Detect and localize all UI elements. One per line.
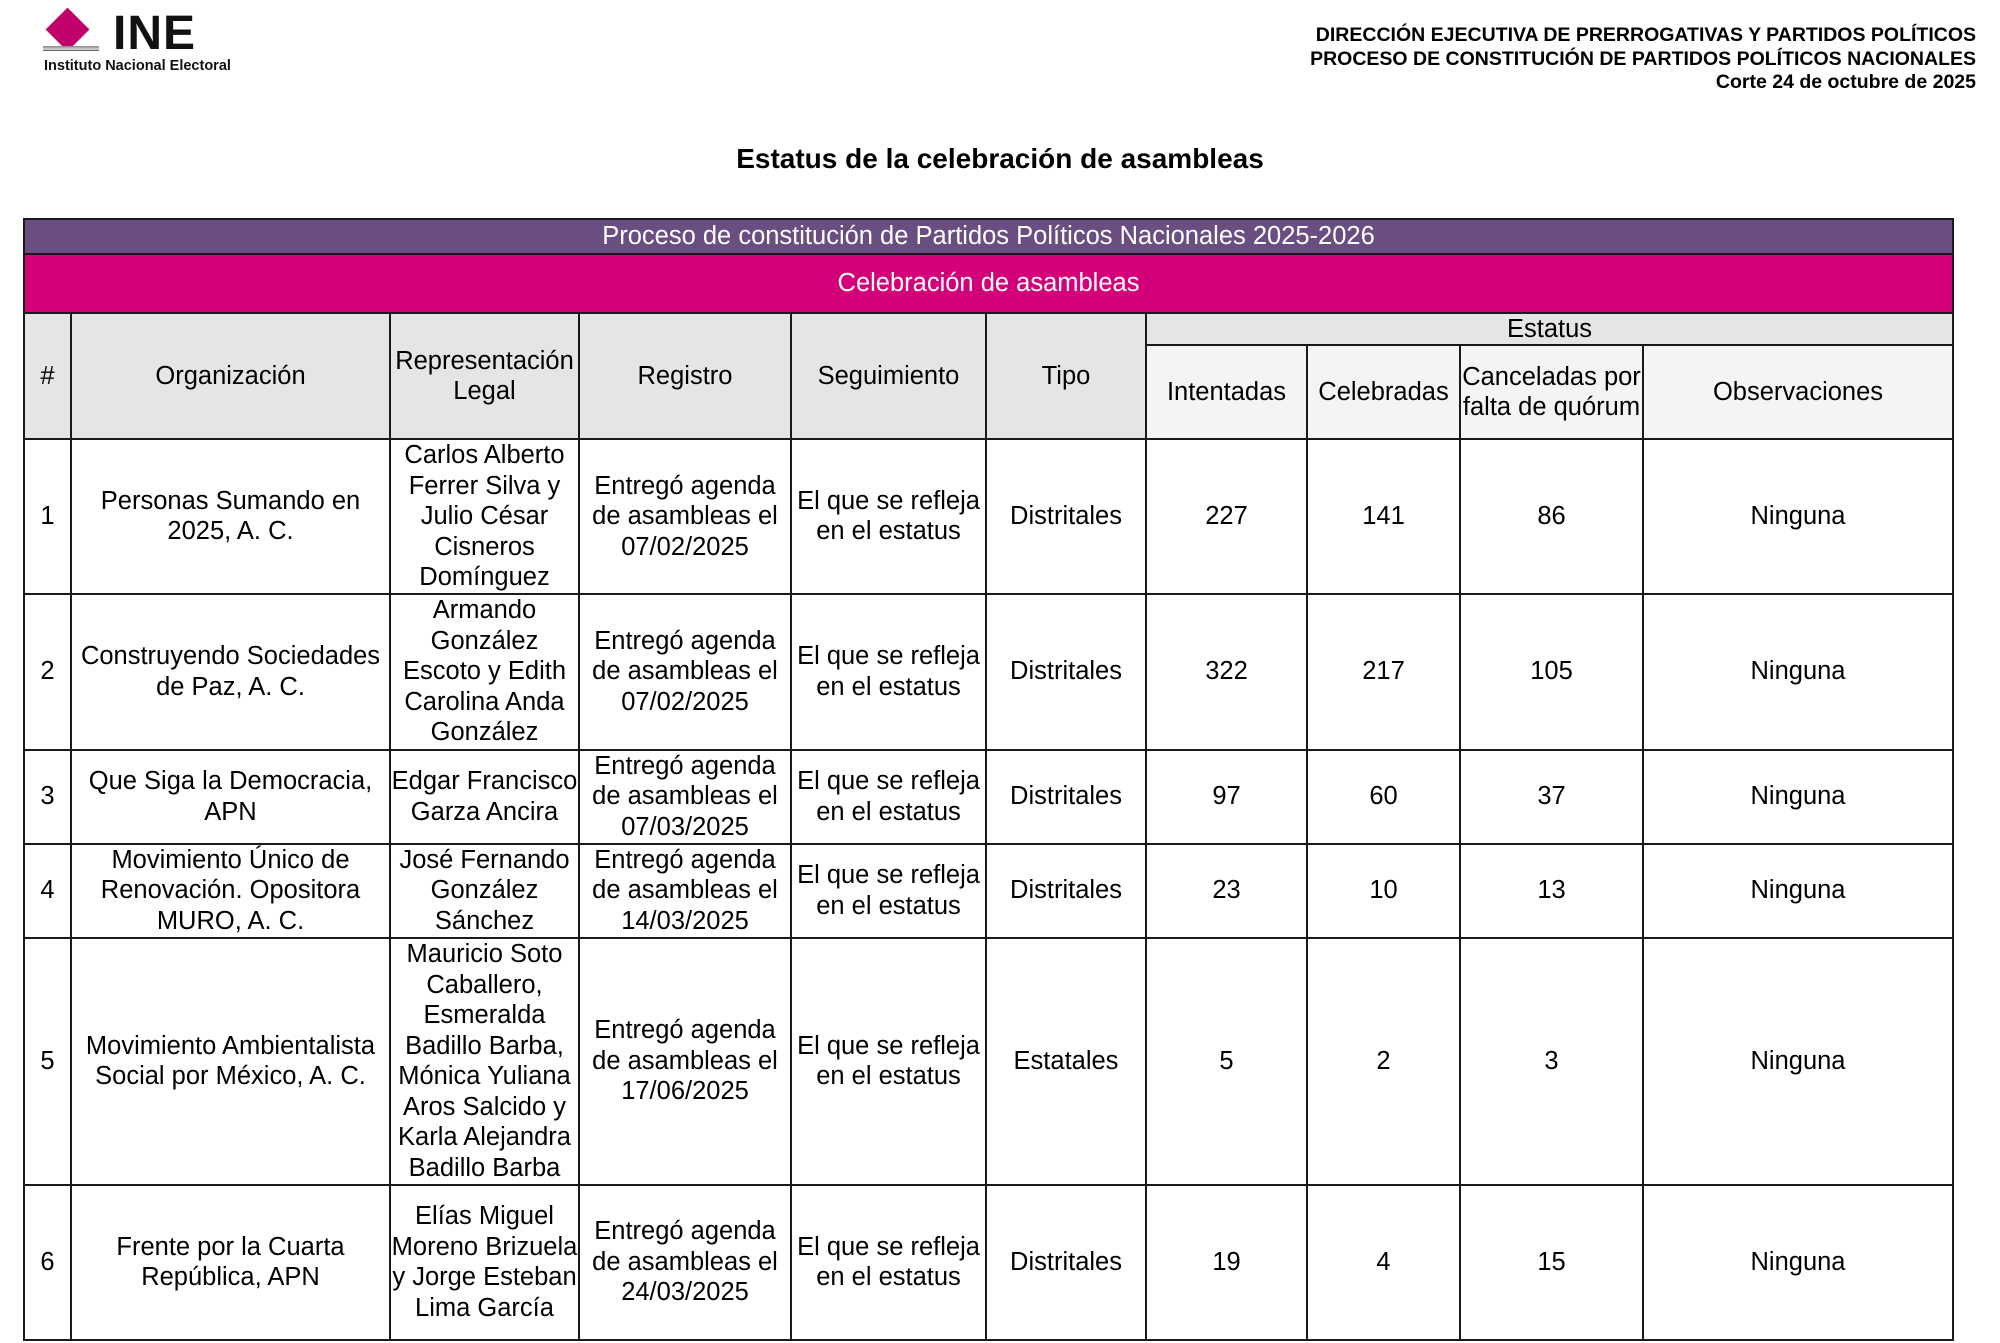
cell-seguimiento: El que se refleja en el estatus: [791, 439, 986, 594]
cell-registro: Entregó agenda de asambleas el 24/03/2025: [579, 1185, 791, 1340]
cell-organizacion: Personas Sumando en 2025, A. C.: [71, 439, 390, 594]
cell-intentadas: 23: [1146, 844, 1307, 938]
cell-observaciones: Ninguna: [1643, 439, 1953, 594]
table-row: [24, 439, 1953, 594]
cell-observaciones: Ninguna: [1643, 844, 1953, 938]
ine-logo: [38, 6, 260, 76]
cell-canceladas: 3: [1460, 938, 1643, 1185]
col-header-intentadas: Intentadas: [1146, 345, 1307, 439]
cell-observaciones: Ninguna: [1643, 750, 1953, 844]
cell-organizacion: Que Siga la Democracia, APN: [71, 750, 390, 844]
cell-num: 6: [24, 1185, 71, 1340]
cell-celebradas: 60: [1307, 750, 1460, 844]
assemblies-status-table: [23, 218, 1954, 1341]
cell-canceladas: 13: [1460, 844, 1643, 938]
col-group-estatus: Estatus: [1146, 313, 1953, 345]
cell-num: 5: [24, 938, 71, 1185]
cell-intentadas: 5: [1146, 938, 1307, 1185]
cell-seguimiento: El que se refleja en el estatus: [791, 594, 986, 750]
cell-intentadas: 19: [1146, 1185, 1307, 1340]
table-row: [24, 594, 1953, 750]
col-header-registro: Registro: [579, 313, 791, 439]
cell-num: 2: [24, 594, 71, 750]
cell-celebradas: 10: [1307, 844, 1460, 938]
cell-seguimiento: El que se refleja en el estatus: [791, 938, 986, 1185]
cell-tipo: Distritales: [986, 594, 1146, 750]
cell-registro: Entregó agenda de asambleas el 07/03/2025: [579, 750, 791, 844]
cell-intentadas: 227: [1146, 439, 1307, 594]
col-header-tipo: Tipo: [986, 313, 1146, 439]
cell-representacion: José Fernando González Sánchez: [390, 844, 579, 938]
cell-seguimiento: El que se refleja en el estatus: [791, 1185, 986, 1340]
cell-num: 3: [24, 750, 71, 844]
cell-canceladas: 86: [1460, 439, 1643, 594]
table-row: [24, 1185, 1953, 1340]
cell-seguimiento: El que se refleja en el estatus: [791, 844, 986, 938]
cell-tipo: Distritales: [986, 1185, 1146, 1340]
cell-num: 1: [24, 439, 71, 594]
cell-organizacion: Movimiento Único de Renovación. Opositora MURO, A. C.: [71, 844, 390, 938]
logo-institution-name: Instituto Nacional Electoral: [44, 58, 231, 74]
cell-organizacion: Movimiento Ambientalista Social por México, A. C.: [71, 938, 390, 1185]
col-header-celebradas: Celebradas: [1307, 345, 1460, 439]
col-header-num: #: [24, 313, 71, 439]
col-header-canceladas: Canceladas por falta de quórum: [1460, 345, 1643, 439]
cell-intentadas: 97: [1146, 750, 1307, 844]
col-header-seguimiento: Seguimiento: [791, 313, 986, 439]
cell-tipo: Distritales: [986, 439, 1146, 594]
directorate-line: DIRECCIÓN EJECUTIVA DE PRERROGATIVAS Y PARTIDOS POLÍTICOS: [1315, 24, 1976, 46]
cell-celebradas: 217: [1307, 594, 1460, 750]
cell-representacion: Mauricio Soto Caballero, Esmeralda Badillo Barba, Mónica Yuliana Aros Salcido y Karla Alejandra Badillo Barba: [390, 938, 579, 1185]
cell-representacion: Edgar Francisco Garza Ancira: [390, 750, 579, 844]
cutoff-date: Corte 24 de octubre de 2025: [1715, 71, 1976, 93]
cell-canceladas: 37: [1460, 750, 1643, 844]
cell-num: 4: [24, 844, 71, 938]
cell-observaciones: Ninguna: [1643, 594, 1953, 750]
table-band-subtitle: Celebración de asambleas: [24, 254, 1953, 313]
col-header-observaciones: Observaciones: [1643, 345, 1953, 439]
col-header-representacion: Representación Legal: [390, 313, 579, 439]
cell-registro: Entregó agenda de asambleas el 07/02/2025: [579, 594, 791, 750]
cell-celebradas: 141: [1307, 439, 1460, 594]
process-line: PROCESO DE CONSTITUCIÓN DE PARTIDOS POLÍTICOS NACIONALES: [1310, 47, 1976, 70]
cell-observaciones: Ninguna: [1643, 938, 1953, 1185]
cell-representacion: Elías Miguel Moreno Brizuela y Jorge Esteban Lima García: [390, 1185, 579, 1340]
cell-registro: Entregó agenda de asambleas el 07/02/2025: [579, 439, 791, 594]
table-band-title: Proceso de constitución de Partidos Políticos Nacionales 2025-2026: [24, 219, 1953, 254]
cell-registro: Entregó agenda de asambleas el 14/03/2025: [579, 844, 791, 938]
ballot-diamond-icon: [46, 8, 90, 52]
cell-organizacion: Construyendo Sociedades de Paz, A. C.: [71, 594, 390, 750]
col-header-organizacion: Organización: [71, 313, 390, 439]
cell-canceladas: 105: [1460, 594, 1643, 750]
cell-tipo: Estatales: [986, 938, 1146, 1185]
page-title: Estatus de la celebración de asambleas: [736, 143, 1264, 174]
cell-organizacion: Frente por la Cuarta República, APN: [71, 1185, 390, 1340]
logo-acronym: INE: [113, 7, 197, 60]
table-row: [24, 750, 1953, 844]
table-row: [24, 938, 1953, 1185]
ballot-box-icon: [43, 46, 99, 51]
cell-intentadas: 322: [1146, 594, 1307, 750]
cell-observaciones: Ninguna: [1643, 1185, 1953, 1340]
cell-registro: Entregó agenda de asambleas el 17/06/2025: [579, 938, 791, 1185]
cell-representacion: Carlos Alberto Ferrer Silva y Julio César Cisneros Domínguez: [390, 439, 579, 594]
cell-representacion: Armando González Escoto y Edith Carolina Anda González: [390, 594, 579, 750]
cell-tipo: Distritales: [986, 844, 1146, 938]
cell-celebradas: 2: [1307, 938, 1460, 1185]
document-header: [1310, 24, 1976, 95]
table-row: [24, 844, 1953, 938]
cell-tipo: Distritales: [986, 750, 1146, 844]
cell-seguimiento: El que se refleja en el estatus: [791, 750, 986, 844]
cell-canceladas: 15: [1460, 1185, 1643, 1340]
cell-celebradas: 4: [1307, 1185, 1460, 1340]
